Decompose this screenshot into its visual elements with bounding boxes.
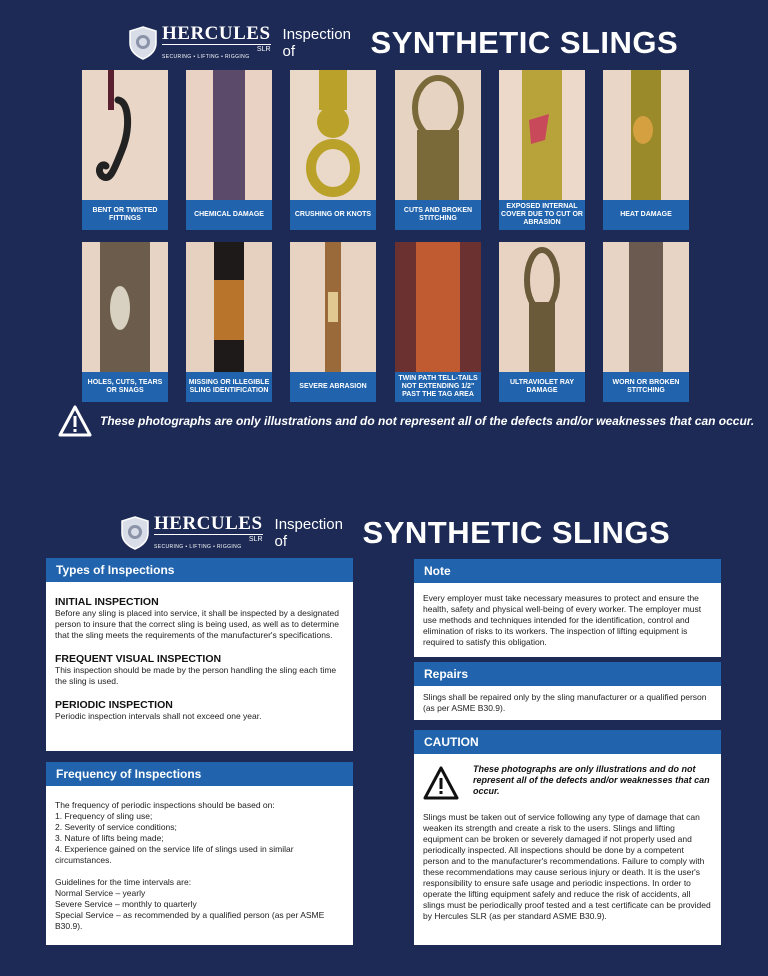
defect-card bbox=[186, 70, 272, 230]
defect-card bbox=[290, 70, 376, 230]
brand-tagline: SECURING • LIFTING • RIGGING bbox=[162, 54, 250, 60]
frequency-item: 3. Nature of lifts being made; bbox=[55, 833, 164, 843]
defect-card bbox=[499, 242, 585, 402]
types-panel bbox=[46, 558, 353, 751]
disclaimer-text: These photographs are only illustrations and do not represent all of the defects and/or weaknesses that can occur. bbox=[100, 414, 755, 428]
inspection-label bbox=[283, 26, 361, 60]
repairs-panel bbox=[414, 662, 721, 720]
defect-label: EXPOSED INTERNAL COVER DUE TO CUT OR ABRASION bbox=[499, 200, 585, 230]
defect-photo bbox=[82, 242, 168, 372]
page-title: SYNTHETIC SLINGS bbox=[362, 514, 671, 550]
periodic-inspection-text: Periodic inspection intervals shall not exceed one year. bbox=[55, 711, 262, 721]
caution-warning: These photographs are only illustrations and do not represent all of the defects and/or weaknesses that can occur. bbox=[473, 764, 710, 796]
brand-name: HERCULES bbox=[162, 23, 271, 44]
frequency-panel bbox=[46, 762, 353, 945]
brand-slr: SLR bbox=[162, 44, 271, 54]
defect-card bbox=[82, 70, 168, 230]
defect-photo bbox=[290, 70, 376, 200]
defect-label: MISSING OR ILLEGIBLE SLING IDENTIFICATION bbox=[186, 372, 272, 402]
hercules-logo bbox=[128, 24, 271, 61]
defect-card bbox=[186, 242, 272, 402]
warning-icon bbox=[423, 766, 459, 800]
defect-label: HEAT DAMAGE bbox=[603, 200, 689, 230]
defect-photo bbox=[186, 242, 272, 372]
initial-inspection-text: Before any sling is placed into service, it shall be inspected by a designated person to insure that the correct sling is being used, as well as to determine that the sling meets the requirements of the manufacturer's specifications. bbox=[55, 608, 339, 640]
note-title: Note bbox=[414, 559, 721, 583]
defect-label: HOLES, CUTS, TEARS OR SNAGS bbox=[82, 372, 168, 402]
defect-label: SEVERE ABRASION bbox=[290, 372, 376, 402]
defect-card bbox=[395, 242, 481, 402]
defect-photo bbox=[499, 242, 585, 372]
frequency-list bbox=[55, 811, 344, 866]
defect-card bbox=[395, 70, 481, 230]
special-service: Special Service – as recommended by a qualified person (as per ASME B30.9). bbox=[55, 910, 325, 931]
header-bottom bbox=[120, 514, 670, 551]
defect-card bbox=[603, 70, 689, 230]
defect-photo bbox=[395, 242, 481, 372]
frequency-item: 1. Frequency of sling use; bbox=[55, 811, 153, 821]
normal-service: Normal Service – yearly bbox=[55, 888, 146, 898]
defect-card bbox=[499, 70, 585, 230]
severe-service: Severe Service – monthly to quarterly bbox=[55, 899, 197, 909]
repairs-text: Slings shall be repaired only by the sling manufacturer or a qualified person (as per ASME B30.9). bbox=[423, 692, 707, 713]
inspection-line1: Inspection bbox=[282, 25, 351, 43]
frequency-intro: The frequency of periodic inspections should be based on: bbox=[55, 800, 275, 810]
defect-card bbox=[82, 242, 168, 402]
defect-label: CRUSHING OR KNOTS bbox=[290, 200, 376, 230]
note-text: Every employer must take necessary measures to protect and ensure the health, safety and physical well-being of every worker. The employer must use methods and techniques intended for the identification, control and elimination of risks to its workers. The inspection of lifting equipment is required to satisfy this obligation. bbox=[423, 593, 702, 647]
defect-photo bbox=[186, 70, 272, 200]
lion-shield-icon bbox=[128, 26, 158, 60]
guidelines-text: Guidelines for the time intervals are: bbox=[55, 877, 192, 887]
frequent-inspection-title: FREQUENT VISUAL INSPECTION bbox=[55, 653, 222, 665]
frequency-item: 4. Experience gained on the service life of slings used in similar circumstances. bbox=[55, 844, 294, 865]
frequency-title: Frequency of Inspections bbox=[46, 762, 353, 786]
disclaimer-row bbox=[58, 405, 754, 437]
note-panel bbox=[414, 559, 721, 657]
defect-photo bbox=[603, 70, 689, 200]
defect-label: CHEMICAL DAMAGE bbox=[186, 200, 272, 230]
defect-label: ULTRAVIOLET RAY DAMAGE bbox=[499, 372, 585, 402]
warning-icon bbox=[58, 405, 92, 437]
frequency-item: 2. Severity of service conditions; bbox=[55, 822, 177, 832]
defect-photo bbox=[395, 70, 481, 200]
lion-shield-icon bbox=[120, 516, 150, 550]
inspection-line1: Inspection bbox=[274, 515, 343, 533]
defect-photo bbox=[82, 70, 168, 200]
periodic-inspection-title: PERIODIC INSPECTION bbox=[55, 699, 173, 711]
defect-label: WORN OR BROKEN STITCHING bbox=[603, 372, 689, 402]
inspection-line2: of bbox=[282, 42, 296, 60]
caution-panel bbox=[414, 730, 721, 945]
defect-photo bbox=[603, 242, 689, 372]
inspection-line2: of bbox=[274, 532, 288, 550]
caution-text: Slings must be taken out of service following any type of damage that can weaken its strength and create a risk to the users. Slings and lifting equipment can be broken or severely damaged if not properly used and periodically inspected. All inspections should be done by a competent person and to the manufacturer's recommendations. Failure to comply with these recommendations may cause serious injury or death. It is the user's responsibility to ensure safe usage and periodic inspections. In order to operate the lifting equipment safely and reduce the risk of accidents, all slings must be periodically proof tested and a test certificate can be provided by Hercules SLR (as per standard ASME B30.9). bbox=[423, 812, 711, 921]
hercules-logo bbox=[120, 514, 263, 551]
initial-inspection-title: INITIAL INSPECTION bbox=[55, 596, 159, 608]
brand-name: HERCULES bbox=[154, 513, 263, 534]
frequent-inspection-text: This inspection should be made by the person handling the sling each time the sling is used. bbox=[55, 665, 337, 686]
defect-photo bbox=[290, 242, 376, 372]
defect-photo bbox=[499, 70, 585, 200]
inspection-label bbox=[275, 516, 353, 550]
defect-label: TWIN PATH TELL-TAILS NOT EXTENDING 1/2" PAST THE TAG AREA bbox=[395, 372, 481, 402]
defect-label: BENT OR TWISTED FITTINGS bbox=[82, 200, 168, 230]
types-title: Types of Inspections bbox=[46, 558, 353, 582]
caution-title: CAUTION bbox=[414, 730, 721, 754]
brand-slr: SLR bbox=[154, 534, 263, 544]
defect-card bbox=[290, 242, 376, 402]
defect-card bbox=[603, 242, 689, 402]
page-title: SYNTHETIC SLINGS bbox=[370, 24, 679, 60]
header-top bbox=[128, 24, 678, 61]
defect-label: CUTS AND BROKEN STITCHING bbox=[395, 200, 481, 230]
brand-tagline: SECURING • LIFTING • RIGGING bbox=[154, 544, 242, 550]
repairs-title: Repairs bbox=[414, 662, 721, 686]
